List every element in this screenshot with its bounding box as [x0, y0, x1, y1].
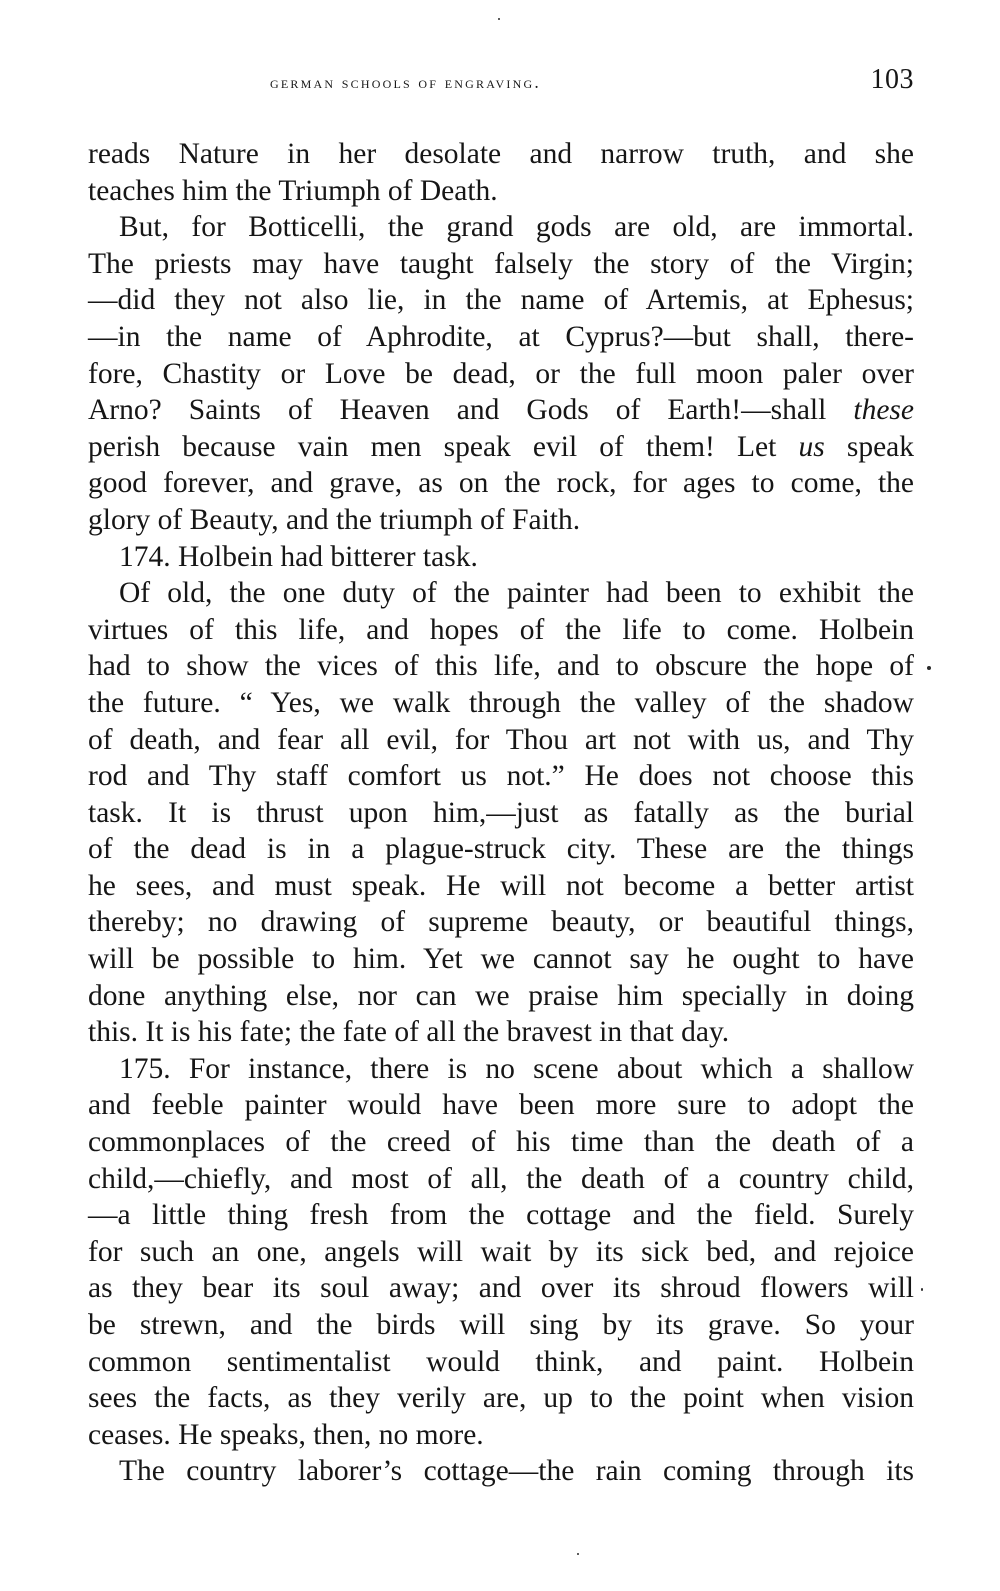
text-line: commonplaces of the creed of his time than the death of a [88, 1126, 914, 1159]
text-segment: perish because vain men speak evil of them! Let [88, 430, 777, 463]
text-segment: Arno? Saints of Heaven and Gods of Earth!—shall [88, 394, 827, 427]
page-number: 103 [870, 64, 914, 95]
text-line: as they bear its soul away; and over its shroud flowers will [88, 1272, 914, 1305]
scan-speck [498, 18, 500, 20]
text-line: and feeble painter would have been more sure to adopt the [88, 1089, 914, 1122]
text-line: done anything else, nor can we praise him specially in doing [88, 979, 914, 1012]
running-title: german schools of engraving. [270, 72, 541, 92]
scan-speck [921, 1288, 923, 1291]
paragraph-start-line: Of old, the one duty of the painter had been to exhibit the [119, 577, 914, 610]
text-line: task. It is thrust upon him,—just as fatally as the burial [88, 796, 914, 829]
text-line: will be possible to him. Yet we cannot say he ought to have [88, 943, 914, 976]
text-line: the future. “ Yes, we walk through the valley of the shadow [88, 686, 914, 719]
scan-speck [577, 1553, 579, 1555]
text-line: sees the facts, as they verily are, up to the point when vision [88, 1382, 914, 1415]
text-line: he sees, and must speak. He will not become a better artist [88, 869, 914, 902]
book-page [88, 62, 914, 1490]
text-line: child,—chiefly, and most of all, the death of a country child, [88, 1162, 914, 1195]
italic-word: us [798, 430, 825, 463]
body-text [88, 136, 914, 1490]
text-line [88, 429, 914, 466]
text-line: this. It is his fate; the fate of all the bravest in that day. [88, 1016, 730, 1049]
text-line: thereby; no drawing of supreme beauty, or beautiful things, [88, 906, 914, 939]
text-line: teaches him the Triumph of Death. [88, 174, 498, 207]
text-segment: speak [846, 430, 915, 463]
text-line: common sentimentalist would think, and paint. Holbein [88, 1345, 914, 1378]
text-line: be strewn, and the birds will sing by its grave. So your [88, 1309, 914, 1341]
text-line: The priests may have taught falsely the story of the Virgin; [88, 247, 914, 280]
paragraph-start-line: But, for Botticelli, the grand gods are old, are immortal. [119, 211, 914, 244]
running-head [88, 62, 914, 102]
text-line: of the dead is in a plague-struck city. These are the things [88, 833, 914, 866]
paragraph-start-line: 174. Holbein had bitterer task. [119, 540, 478, 573]
text-line: had to show the vices of this life, and to obscure the hope of [88, 650, 914, 683]
text-line: good forever, and grave, as on the rock, for ages to come, the [88, 467, 914, 500]
text-line: fore, Chastity or Love be dead, or the full moon paler over [88, 357, 914, 390]
text-line: ceases. He speaks, then, no more. [88, 1418, 484, 1451]
text-line: —did they not also lie, in the name of Artemis, at Ephesus; [88, 284, 914, 317]
text-line: —in the name of Aphrodite, at Cyprus?—but shall, there- [88, 320, 914, 353]
text-line: —a little thing fresh from the cottage and the field. Surely [88, 1199, 914, 1232]
scan-speck [927, 666, 931, 670]
text-line: virtues of this life, and hopes of the life to come. Holbein [88, 613, 914, 646]
paragraph-start-line: 175. For instance, there is no scene about which a shallow [119, 1052, 914, 1085]
text-line: rod and Thy staff comfort us not.” He does not choose this [88, 760, 914, 793]
italic-word: these [853, 394, 914, 427]
text-line [88, 392, 914, 429]
text-line: for such an one, angels will wait by its sick bed, and rejoice [88, 1235, 914, 1268]
paragraph-start-line: The country laborer’s cottage—the rain coming through its [119, 1455, 914, 1488]
text-line: of death, and fear all evil, for Thou art not with us, and Thy [88, 723, 914, 756]
text-line: reads Nature in her desolate and narrow truth, and she [88, 138, 914, 170]
text-line: glory of Beauty, and the triumph of Faith. [88, 503, 581, 536]
